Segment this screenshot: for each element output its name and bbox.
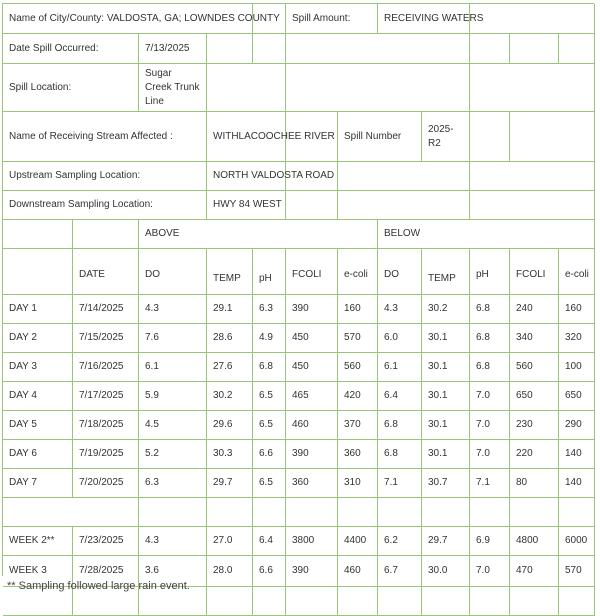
blank-cell bbox=[422, 587, 470, 616]
week-row-above-temp-cell: 27.0 bbox=[207, 527, 253, 556]
day-row-below-fcoli-cell: 240 bbox=[510, 295, 559, 324]
spill-location-value: Sugar Creek Trunk Line bbox=[139, 64, 207, 112]
week-row-below-temp-cell: 30.0 bbox=[422, 556, 470, 587]
blank-cell bbox=[470, 162, 595, 191]
blank-cell bbox=[470, 191, 595, 220]
day-row-below-do-cell: 7.1 bbox=[378, 469, 422, 498]
week-row-above-ph-cell: 6.6 bbox=[253, 556, 286, 587]
day-row-below-ph-cell: 7.0 bbox=[470, 382, 510, 411]
day-row-above-temp-cell: 30.3 bbox=[207, 440, 253, 469]
column-header-below-fcoli: FCOLI bbox=[510, 249, 559, 295]
day-row-below-fcoli-cell: 220 bbox=[510, 440, 559, 469]
week-row-below-fcoli-cell: 4800 bbox=[510, 527, 559, 556]
day-row-date-cell: 7/19/2025 bbox=[73, 440, 139, 469]
blank-cell bbox=[470, 498, 510, 527]
blank-cell bbox=[338, 191, 470, 220]
day-row-below-fcoli-cell: 80 bbox=[510, 469, 559, 498]
day-row-below-ph-cell: 7.0 bbox=[470, 411, 510, 440]
week-row-above-ph-cell: 6.4 bbox=[253, 527, 286, 556]
day-row-row-label-cell: DAY 5 bbox=[3, 411, 73, 440]
day-row-above-fcoli-cell: 460 bbox=[286, 411, 338, 440]
blank-cell bbox=[378, 587, 422, 616]
blank-cell bbox=[422, 498, 470, 527]
day-row-date-cell: 7/15/2025 bbox=[73, 324, 139, 353]
day-row-above-ecoli-cell: 360 bbox=[338, 440, 378, 469]
below-group-header: BELOW bbox=[378, 220, 595, 249]
day-row-above-do-cell: 4.3 bbox=[139, 295, 207, 324]
day-row-above-do-cell: 6.3 bbox=[139, 469, 207, 498]
spill-number-label: Spill Number bbox=[338, 112, 422, 162]
week-row-below-do-cell: 6.2 bbox=[378, 527, 422, 556]
column-header-above-ecoli: e-coli bbox=[338, 249, 378, 295]
blank-cell bbox=[510, 34, 559, 64]
day-row-below-fcoli-cell: 650 bbox=[510, 382, 559, 411]
day-row-below-fcoli-cell: 560 bbox=[510, 353, 559, 382]
week-row-above-fcoli-cell: 3800 bbox=[286, 527, 338, 556]
day-row-row-label-cell: DAY 1 bbox=[3, 295, 73, 324]
blank-cell bbox=[207, 587, 253, 616]
column-header-date: DATE bbox=[73, 249, 139, 295]
downstream-label: Downstream Sampling Location: bbox=[3, 191, 207, 220]
day-row-above-do-cell: 4.5 bbox=[139, 411, 207, 440]
downstream-value: HWY 84 WEST bbox=[207, 191, 286, 220]
week-row-below-ph-cell: 6.9 bbox=[470, 527, 510, 556]
day-row-above-fcoli-cell: 450 bbox=[286, 324, 338, 353]
day-row-below-ecoli-cell: 290 bbox=[559, 411, 595, 440]
day-row-above-ecoli-cell: 570 bbox=[338, 324, 378, 353]
blank-cell bbox=[559, 587, 595, 616]
week-row-above-ecoli-cell: 4400 bbox=[338, 527, 378, 556]
day-row-date-cell: 7/14/2025 bbox=[73, 295, 139, 324]
week-row-date-cell: 7/28/2025 bbox=[73, 556, 139, 587]
spill-location-label: Spill Location: bbox=[3, 64, 139, 112]
day-row-date-cell: 7/17/2025 bbox=[73, 382, 139, 411]
column-header-above-ph: pH bbox=[253, 249, 286, 295]
day-row-date-cell: 7/18/2025 bbox=[73, 411, 139, 440]
spill-amount-value: RECEIVING WATERS bbox=[378, 4, 470, 34]
blank-cell bbox=[470, 587, 510, 616]
day-row-above-ecoli-cell: 370 bbox=[338, 411, 378, 440]
day-row-above-ecoli-cell: 420 bbox=[338, 382, 378, 411]
blank-cell bbox=[559, 498, 595, 527]
day-row-below-fcoli-cell: 230 bbox=[510, 411, 559, 440]
blank-cell bbox=[338, 587, 378, 616]
day-row-below-ecoli-cell: 140 bbox=[559, 469, 595, 498]
day-row-below-ecoli-cell: 650 bbox=[559, 382, 595, 411]
blank-cell bbox=[510, 112, 595, 162]
week-row-above-fcoli-cell: 390 bbox=[286, 556, 338, 587]
week-row-below-fcoli-cell: 470 bbox=[510, 556, 559, 587]
day-row-date-cell: 7/20/2025 bbox=[73, 469, 139, 498]
day-row-above-do-cell: 6.1 bbox=[139, 353, 207, 382]
column-header-above-temp: TEMP bbox=[207, 249, 253, 295]
day-row-below-ecoli-cell: 320 bbox=[559, 324, 595, 353]
blank-cell bbox=[286, 162, 338, 191]
day-row-below-ph-cell: 7.0 bbox=[470, 440, 510, 469]
day-row-below-temp-cell: 30.1 bbox=[422, 353, 470, 382]
day-row-above-ph-cell: 6.5 bbox=[253, 469, 286, 498]
day-row-below-temp-cell: 30.1 bbox=[422, 440, 470, 469]
date-spill-label: Date Spill Occurred: bbox=[3, 34, 139, 64]
day-row-below-temp-cell: 30.2 bbox=[422, 295, 470, 324]
day-row-above-fcoli-cell: 360 bbox=[286, 469, 338, 498]
blank-cell bbox=[286, 64, 470, 112]
column-header-above-do: DO bbox=[139, 249, 207, 295]
upstream-value: NORTH VALDOSTA ROAD bbox=[207, 162, 286, 191]
day-row-below-ph-cell: 6.8 bbox=[470, 353, 510, 382]
day-row-above-do-cell: 7.6 bbox=[139, 324, 207, 353]
blank-cell bbox=[338, 498, 378, 527]
week-row-above-do-cell: 4.3 bbox=[139, 527, 207, 556]
blank-cell bbox=[286, 587, 338, 616]
blank-cell bbox=[470, 64, 595, 112]
blank-cell bbox=[286, 191, 338, 220]
day-row-above-fcoli-cell: 390 bbox=[286, 440, 338, 469]
blank-cell bbox=[139, 498, 207, 527]
day-row-below-temp-cell: 30.7 bbox=[422, 469, 470, 498]
day-row-above-do-cell: 5.9 bbox=[139, 382, 207, 411]
week-row-row-label-cell: WEEK 2** bbox=[3, 527, 73, 556]
day-row-above-temp-cell: 30.2 bbox=[207, 382, 253, 411]
blank-cell bbox=[286, 34, 470, 64]
week-row-above-do-cell: 3.6 bbox=[139, 556, 207, 587]
blank-cell bbox=[207, 64, 286, 112]
receiving-stream-value: WITHLACOOCHEE RIVER bbox=[207, 112, 286, 162]
week-row-row-label-cell: WEEK 3 bbox=[3, 556, 73, 587]
day-row-row-label-cell: DAY 4 bbox=[3, 382, 73, 411]
day-row-row-label-cell: DAY 3 bbox=[3, 353, 73, 382]
week-row-above-temp-cell: 28.0 bbox=[207, 556, 253, 587]
blank-cell bbox=[207, 498, 253, 527]
day-row-row-label-cell: DAY 2 bbox=[3, 324, 73, 353]
footnote: ** Sampling followed large rain event. bbox=[7, 580, 190, 592]
day-row-above-fcoli-cell: 390 bbox=[286, 295, 338, 324]
column-header-below-ph: pH bbox=[470, 249, 510, 295]
blank-cell bbox=[253, 498, 286, 527]
blank-cell bbox=[470, 112, 510, 162]
day-row-date-cell: 7/16/2025 bbox=[73, 353, 139, 382]
day-row-below-fcoli-cell: 340 bbox=[510, 324, 559, 353]
city-county-label: Name of City/County: VALDOSTA, GA; LOWNDES COUNTY bbox=[3, 4, 253, 34]
day-row-above-ph-cell: 6.8 bbox=[253, 353, 286, 382]
day-row-below-ecoli-cell: 140 bbox=[559, 440, 595, 469]
spill-report-table bbox=[2, 3, 594, 576]
day-row-below-do-cell: 4.3 bbox=[378, 295, 422, 324]
blank-cell bbox=[470, 34, 510, 64]
week-row-below-ecoli-cell: 570 bbox=[559, 556, 595, 587]
day-row-below-do-cell: 6.8 bbox=[378, 440, 422, 469]
day-row-below-temp-cell: 30.1 bbox=[422, 382, 470, 411]
day-row-above-ph-cell: 4.9 bbox=[253, 324, 286, 353]
blank-cell bbox=[470, 4, 595, 34]
day-row-below-do-cell: 6.0 bbox=[378, 324, 422, 353]
week-row-date-cell: 7/23/2025 bbox=[73, 527, 139, 556]
upstream-label: Upstream Sampling Location: bbox=[3, 162, 207, 191]
blank-cell bbox=[253, 34, 286, 64]
spill-amount-label: Spill Amount: bbox=[286, 4, 378, 34]
column-header bbox=[3, 249, 73, 295]
column-header-below-do: DO bbox=[378, 249, 422, 295]
blank-cell bbox=[253, 587, 286, 616]
day-row-row-label-cell: DAY 7 bbox=[3, 469, 73, 498]
blank-cell bbox=[286, 498, 338, 527]
receiving-stream-label: Name of Receiving Stream Affected : bbox=[3, 112, 207, 162]
day-row-above-fcoli-cell: 465 bbox=[286, 382, 338, 411]
column-header-below-ecoli: e-coli bbox=[559, 249, 595, 295]
blank-cell bbox=[559, 34, 595, 64]
day-row-below-ph-cell: 7.1 bbox=[470, 469, 510, 498]
day-row-above-ph-cell: 6.5 bbox=[253, 411, 286, 440]
column-header-above-fcoli: FCOLI bbox=[286, 249, 338, 295]
day-row-above-ph-cell: 6.6 bbox=[253, 440, 286, 469]
day-row-above-temp-cell: 29.7 bbox=[207, 469, 253, 498]
week-row-below-do-cell: 6.7 bbox=[378, 556, 422, 587]
day-row-below-ph-cell: 6.8 bbox=[470, 324, 510, 353]
day-row-above-ph-cell: 6.5 bbox=[253, 382, 286, 411]
day-row-above-temp-cell: 29.6 bbox=[207, 411, 253, 440]
week-row-below-ecoli-cell: 6000 bbox=[559, 527, 595, 556]
day-row-below-do-cell: 6.4 bbox=[378, 382, 422, 411]
blank-cell bbox=[338, 162, 470, 191]
week-row-above-ecoli-cell: 460 bbox=[338, 556, 378, 587]
day-row-below-do-cell: 6.8 bbox=[378, 411, 422, 440]
day-row-below-ecoli-cell: 100 bbox=[559, 353, 595, 382]
blank-cell bbox=[3, 498, 139, 527]
day-row-above-ph-cell: 6.3 bbox=[253, 295, 286, 324]
spill-number-value: 2025-R2 bbox=[422, 112, 470, 162]
day-row-above-temp-cell: 28.6 bbox=[207, 324, 253, 353]
day-row-below-ph-cell: 6.8 bbox=[470, 295, 510, 324]
day-row-above-fcoli-cell: 450 bbox=[286, 353, 338, 382]
column-header-below-temp: TEMP bbox=[422, 249, 470, 295]
blank-cell bbox=[510, 587, 559, 616]
blank-cell bbox=[286, 112, 338, 162]
day-row-below-temp-cell: 30.1 bbox=[422, 411, 470, 440]
blank-cell bbox=[3, 220, 73, 249]
day-row-above-temp-cell: 27.6 bbox=[207, 353, 253, 382]
blank-cell bbox=[207, 34, 253, 64]
blank-cell bbox=[253, 4, 286, 34]
day-row-above-ecoli-cell: 560 bbox=[338, 353, 378, 382]
date-spill-value: 7/13/2025 bbox=[139, 34, 207, 64]
day-row-below-do-cell: 6.1 bbox=[378, 353, 422, 382]
day-row-below-ecoli-cell: 160 bbox=[559, 295, 595, 324]
day-row-above-ecoli-cell: 160 bbox=[338, 295, 378, 324]
blank-cell bbox=[73, 220, 139, 249]
day-row-above-ecoli-cell: 310 bbox=[338, 469, 378, 498]
day-row-above-temp-cell: 29.1 bbox=[207, 295, 253, 324]
day-row-below-temp-cell: 30.1 bbox=[422, 324, 470, 353]
blank-cell bbox=[510, 498, 559, 527]
above-group-header: ABOVE bbox=[139, 220, 378, 249]
blank-cell bbox=[378, 498, 422, 527]
week-row-below-ph-cell: 7.0 bbox=[470, 556, 510, 587]
day-row-row-label-cell: DAY 6 bbox=[3, 440, 73, 469]
day-row-above-do-cell: 5.2 bbox=[139, 440, 207, 469]
week-row-below-temp-cell: 29.7 bbox=[422, 527, 470, 556]
